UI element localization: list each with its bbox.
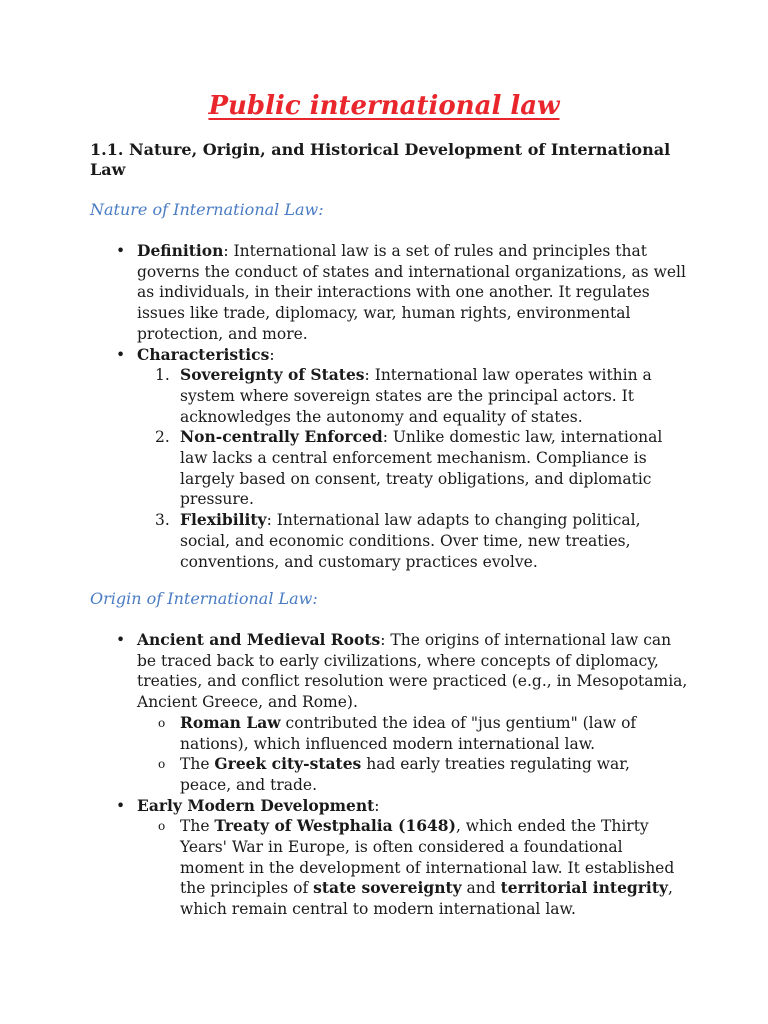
list-item-greek-city-states: [0, 754, 768, 795]
term-definition: Definition: [137, 241, 224, 260]
ancient-roots-text: : The origins of international law can be traced back to early civilizations, where concepts of diplomacy, treaties, and conflict resolution were practiced (e.g., in Mesopotamia, Ancient Greece, and Rome).: [137, 631, 688, 712]
flexibility-text: : International law adapts to changing political, social, and economic conditions. Over time, new treaties, conventions, and customary practices evolve.: [180, 511, 641, 571]
nature-list: [0, 241, 768, 572]
non-centrally-enforced-text: : Unlike domestic law, international law lacks a central enforcement mechanism. Compliance is largely based on consent, treaty obligations, and diplomatic pressure.: [180, 428, 663, 509]
westphalia-pre: The: [180, 817, 215, 836]
circle-marker: o: [158, 819, 166, 834]
westphalia-mid: , which ended the Thirty Years' War in Europe, is often considered a foundational moment in the development of international law. It established the principles of: [180, 817, 675, 898]
characteristics-text: :: [269, 345, 275, 364]
term-flexibility: Flexibility: [180, 510, 267, 530]
list-item-sovereignty: [0, 365, 768, 427]
bullet-marker: •: [116, 796, 126, 815]
greek-text: had early treaties regulating war, peace, and trade.: [180, 755, 630, 794]
term-roman-law: Roman Law: [180, 712, 281, 732]
term-greek-city-states: Greek city-states: [214, 754, 362, 774]
term-characteristics: Characteristics: [137, 344, 270, 364]
section-heading: 1.1. Nature, Origin, and Historical Development of International Law: [90, 140, 671, 179]
term-state-sovereignty: state sovereignty: [313, 878, 462, 898]
term-sovereignty: Sovereignty of States: [180, 365, 365, 385]
term-westphalia: Treaty of Westphalia (1648): [214, 816, 456, 836]
circle-marker: o: [158, 757, 166, 772]
greek-pre: The: [180, 755, 215, 774]
bullet-marker: •: [116, 242, 126, 260]
term-early-modern: Early Modern Development: [137, 795, 375, 815]
list-item-ancient-roots: [0, 630, 768, 713]
bullet-marker: •: [116, 631, 126, 649]
definition-text: : International law is a set of rules and principles that governs the conduct of states and international organizations, as well as individuals, in their interactions with one another. It regulates issues like trade, diplomacy, war, human rights, environmental protection, and more.: [137, 242, 686, 343]
number-marker: 1.: [155, 366, 170, 385]
origin-list: [0, 630, 768, 920]
sovereignty-text: : International law operates within a system where sovereign states are the principal actors. It acknowledges the autonomy and equality of states.: [180, 366, 652, 426]
term-territorial-integrity: territorial integrity: [500, 878, 668, 898]
westphalia-end: , which remain central to modern international law.: [180, 879, 673, 919]
list-item-westphalia: [0, 816, 768, 920]
early-modern-text: :: [374, 796, 380, 815]
list-item-flexibility: [0, 510, 768, 572]
circle-marker: o: [158, 715, 166, 730]
term-non-centrally-enforced: Non-centrally Enforced: [180, 427, 383, 447]
list-item-characteristics: [0, 345, 768, 366]
number-marker: 3.: [155, 511, 170, 530]
document-title: Public international law: [208, 91, 560, 121]
list-item-roman-law: [0, 713, 768, 754]
origin-heading: Origin of International Law:: [90, 589, 318, 608]
number-marker: 2.: [155, 428, 170, 447]
term-ancient-roots: Ancient and Medieval Roots: [137, 630, 381, 649]
list-item-non-centrally-enforced: [0, 427, 768, 510]
list-item-definition: [0, 241, 768, 345]
list-item-early-modern: [0, 796, 768, 817]
bullet-marker: •: [116, 345, 126, 364]
roman-law-text: contributed the idea of "jus gentium" (law of nations), which influenced modern international law.: [180, 713, 637, 753]
nature-heading: Nature of International Law:: [90, 200, 324, 219]
westphalia-mid2: and: [461, 879, 501, 898]
